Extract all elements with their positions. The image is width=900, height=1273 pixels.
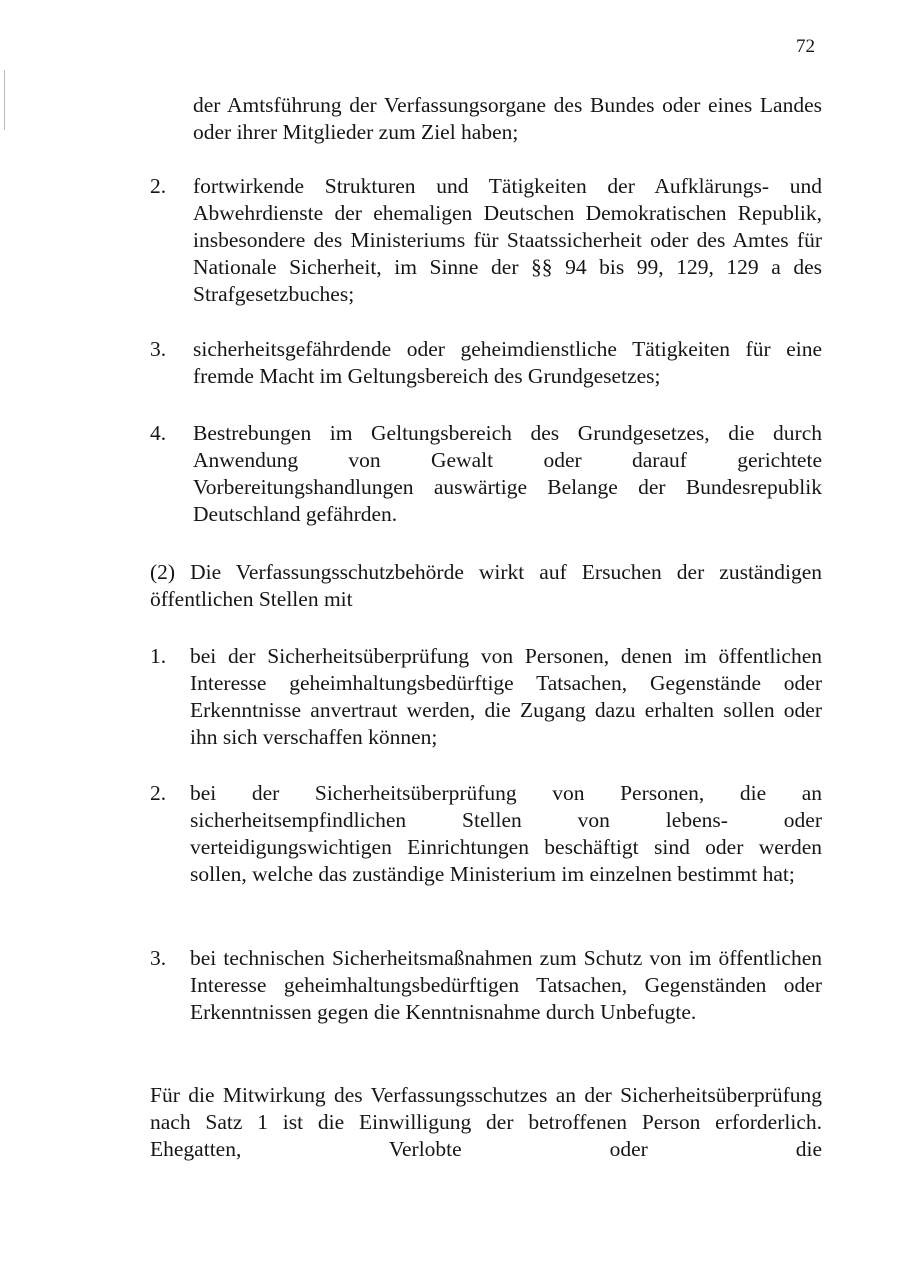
list-item-number: 4. [150, 421, 167, 445]
list-item [150, 643, 822, 751]
closing-text: Für die Mitwirkung des Verfassungsschutzes an der Sicherheitsüberprüfung nach Satz 1 ist die Einwilligung der betroffenen Person erforderlich. Ehegatten, Verlobte oder die [150, 1083, 822, 1161]
list-item [150, 336, 822, 390]
list-item [150, 420, 822, 528]
closing-paragraph [150, 1082, 822, 1163]
list-item-number: 2. [150, 174, 167, 198]
list-item-text: bei technischen Sicherheitsmaßnahmen zum Schutz von im öffentlichen Interesse geheimhaltungsbedürftigen Tatsachen, Gegenständen oder Erkenntnissen gegen die Kenntnisnahme durch Unbefugte. [190, 946, 822, 1024]
list-item-text: Bestrebungen im Geltungsbereich des Grundgesetzes, die durch Anwendung von Gewalt oder darauf gerichtete Vorbereitungshandlungen auswärtige Belange der Bundesrepublik Deutschland gefährden. [193, 421, 822, 526]
list-item [150, 945, 822, 1026]
list-item [150, 780, 822, 888]
list-item-number: 3. [150, 337, 167, 361]
paragraph-text: (2) Die Verfassungsschutzbehörde wirkt auf Ersuchen der zuständigen öffentlichen Stellen mit [150, 560, 822, 611]
scan-artifact [4, 70, 5, 130]
list-item-text: bei der Sicherheitsüberprüfung von Personen, denen im öffentlichen Interesse geheimhaltungsbedürftige Tatsachen, Gegenstände oder Erkenntnisse anvertraut werden, die Zugang dazu erhalten sollen oder ihn sich verschaffen können; [190, 644, 822, 749]
list-item-text: fortwirkende Strukturen und Tätigkeiten der Aufklärungs- und Abwehrdienste der ehemaligen Deutschen Demokratischen Republik, insbesondere des Ministeriums für Staatssicherheit oder des Amtes für Nationale Sicherheit, im Sinne der §§ 94 bis 99, 129, 129 a des Strafgesetzbuches; [193, 174, 822, 306]
list-item-number: 3. [150, 946, 167, 970]
list-item-number: 1. [150, 644, 167, 668]
list-item-number: 2. [150, 781, 167, 805]
continuation-text [193, 92, 822, 146]
page-number: 72 [796, 36, 815, 57]
continuation-paragraph: der Amtsführung der Verfassungsorgane des Bundes oder eines Landes oder ihrer Mitglieder zum Ziel haben; [193, 93, 822, 144]
list-item-text: sicherheitsgefährdende oder geheimdienstliche Tätigkeiten für eine fremde Macht im Geltungsbereich des Grundgesetzes; [193, 337, 822, 388]
paragraph-two [150, 559, 822, 613]
list-item [150, 173, 822, 308]
list-item-text: bei der Sicherheitsüberprüfung von Personen, die an sicherheitsempfindlichen Stellen von lebens- oder verteidigungswichtigen Einrichtungen beschäftigt sind oder werden sollen, welche das zuständige Ministerium im einzelnen bestimmt hat; [190, 781, 822, 886]
